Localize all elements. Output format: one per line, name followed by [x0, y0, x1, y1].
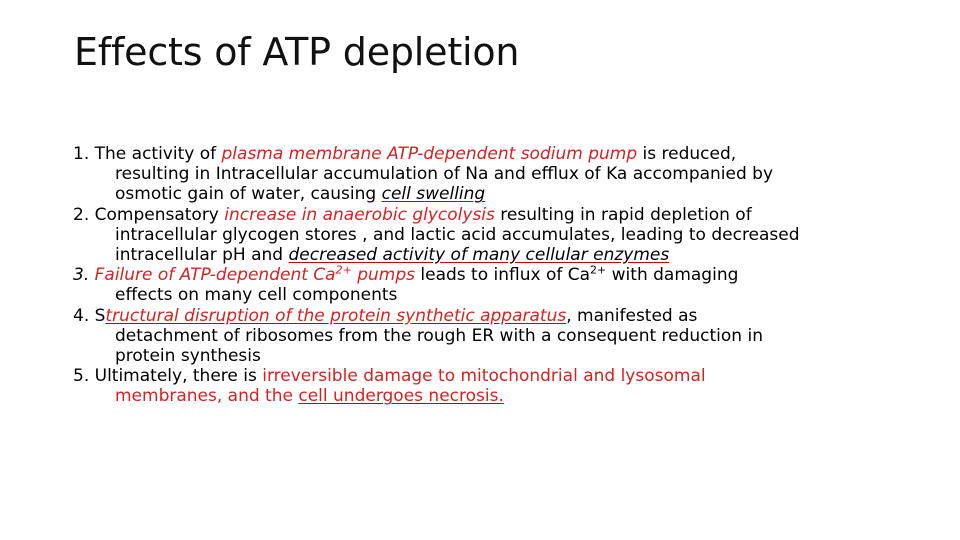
slide-title: Effects of ATP depletion	[74, 30, 520, 74]
list-item-line: resulting in Intracellular accumulation of Na and efflux of Ka accompanied by	[115, 164, 774, 185]
item-number: 4. S	[73, 305, 106, 326]
underlined-text: decreased activity of many cellular enzymes	[288, 245, 670, 266]
bullet-list	[73, 144, 953, 407]
list-item-line	[73, 265, 953, 285]
item-text: resulting in rapid depletion of	[494, 204, 752, 225]
list-item	[73, 205, 953, 266]
list-item	[73, 144, 953, 205]
item-text: is reduced,	[637, 144, 737, 164]
list-item	[73, 366, 953, 406]
item-text: Compensatory	[94, 204, 225, 225]
list-item-line: effects on many cell components	[115, 285, 398, 306]
highlight-text: increase in anaerobic glycolysis	[224, 204, 495, 225]
list-item-line	[73, 386, 953, 406]
item-text: The activity of	[94, 144, 222, 164]
item-text: leads to influx of Ca	[414, 265, 591, 286]
list-item-line	[73, 245, 953, 265]
superscript: 2+	[335, 263, 352, 277]
list-item-line: protein synthesis	[115, 346, 261, 367]
list-item-line	[73, 144, 953, 164]
underlined-text: cell undergoes necrosis.	[298, 386, 504, 407]
superscript: 2+	[590, 263, 607, 277]
list-item	[73, 306, 953, 367]
list-item-line: detachment of ribosomes from the rough ER with a consequent reduction in	[115, 325, 763, 346]
list-item	[73, 265, 953, 305]
highlight-text: irreversible damage to mitochondrial and lysosomal	[262, 366, 706, 387]
item-number: 5.	[73, 366, 95, 387]
item-number: 1.	[73, 144, 95, 164]
item-number: 3.	[73, 265, 95, 286]
item-text: with damaging	[606, 265, 739, 286]
underlined-text: cell swelling	[381, 184, 486, 205]
underlined-text: tructural disruption of the protein synthetic apparatus	[105, 305, 567, 326]
item-text: , manifested as	[566, 305, 698, 326]
list-item-line	[73, 306, 953, 326]
item-number: 2.	[73, 204, 95, 225]
item-text: Ultimately, there is	[94, 366, 263, 387]
highlight-text: Failure of ATP-dependent Ca	[94, 265, 336, 286]
item-text: intracellular pH and	[115, 245, 289, 266]
highlight-text: pumps	[351, 265, 415, 286]
list-item-line	[73, 184, 953, 204]
highlight-text: membranes, and the	[115, 386, 299, 407]
list-item-line: intracellular glycogen stores , and lactic acid accumulates, leading to decreased	[115, 224, 800, 245]
list-item-line	[73, 205, 953, 225]
item-text: osmotic gain of water, causing	[115, 184, 382, 205]
list-item-line	[73, 366, 953, 386]
highlight-text: plasma membrane ATP-dependent sodium pump	[221, 144, 638, 164]
